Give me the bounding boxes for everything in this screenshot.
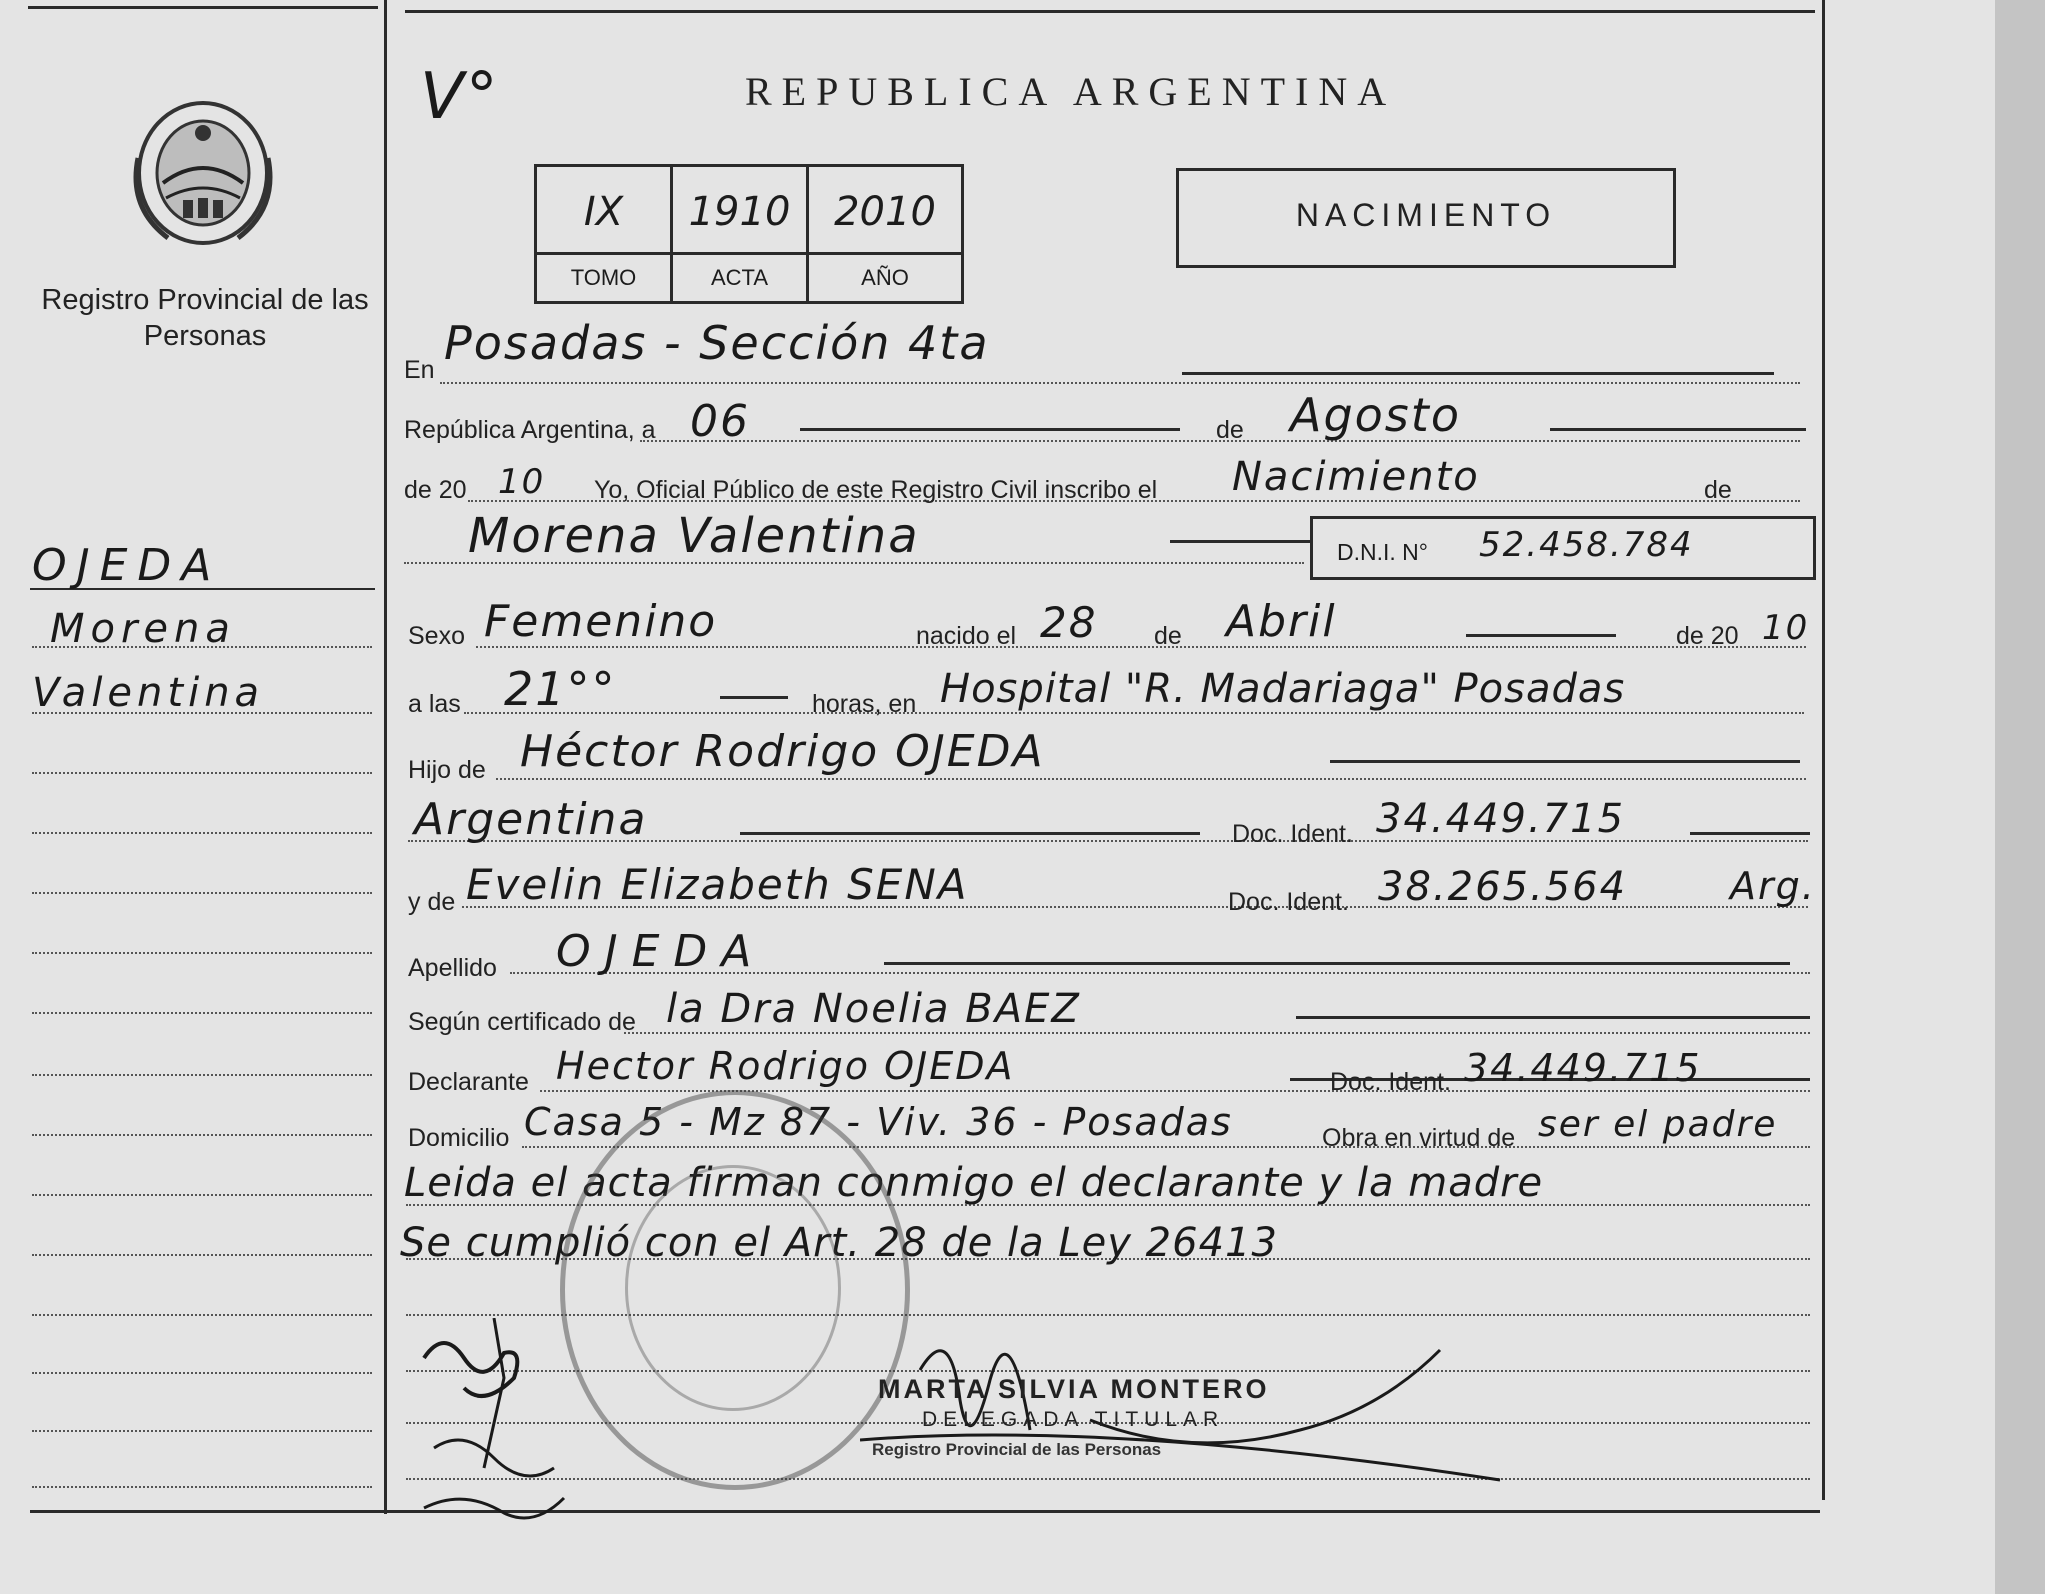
doc-label-2: Doc. Ident.: [1228, 888, 1349, 916]
observation-line-2: Se cumplió con el Art. 28 de la Ley 26413: [400, 1220, 1278, 1266]
declarante-label: Declarante: [408, 1068, 529, 1096]
dni-label: D.N.I. N°: [1337, 539, 1428, 565]
margin-line: [32, 1430, 372, 1432]
right-border: [1822, 0, 1825, 1500]
margin-line: [32, 952, 372, 954]
organization-name: Registro Provincial de las Personas: [41, 284, 369, 352]
de20-label: de 20: [1676, 622, 1739, 650]
margin-line: [32, 772, 372, 774]
margin-line: [32, 1254, 372, 1256]
official-name: MARTA SILVIA MONTERO: [878, 1374, 1270, 1404]
stamp-inner-ring: [625, 1165, 841, 1411]
domicilio-value: Casa 5 - Mz 87 - Viv. 36 - Posadas: [524, 1100, 1233, 1144]
doc-label-3: Doc. Ident.: [1330, 1068, 1451, 1096]
margin-second-name: Valentina: [32, 670, 265, 716]
margin-line: [32, 1314, 372, 1316]
ink-dash: [1690, 832, 1810, 835]
acta-label: ACTA: [710, 265, 769, 290]
country-title: REPUBLICA ARGENTINA: [745, 69, 1397, 114]
obra-label: Obra en virtud de: [1322, 1124, 1516, 1152]
declarante-value: Hector Rodrigo OJEDA: [556, 1044, 1015, 1088]
provincial-seal: [118, 98, 288, 248]
certificado-label: Según certificado de: [408, 1008, 636, 1036]
hour-value: 21°°: [504, 662, 617, 716]
father-nationality: Argentina: [414, 794, 648, 845]
dni-box: [1310, 516, 1816, 580]
form-line: [440, 382, 1800, 384]
horas-label: horas, en: [812, 690, 917, 718]
observation-line-1: Leida el acta firman conmigo el declarante y la madre: [404, 1160, 1544, 1206]
nacido-label: nacido el: [916, 622, 1017, 650]
ink-dash: [800, 428, 1180, 431]
form-line: [496, 778, 1806, 780]
father-doc: 34.449.715: [1376, 796, 1626, 842]
column-divider: [384, 0, 387, 1514]
mother-name: Evelin Elizabeth SENA: [466, 860, 969, 909]
place-value: Hospital "R. Madariaga" Posadas: [940, 666, 1626, 712]
en-value: Posadas - Sección 4ta: [444, 316, 990, 370]
sexo-label: Sexo: [408, 622, 465, 650]
hijo-label: Hijo de: [408, 756, 486, 784]
margin-line: [32, 892, 372, 894]
birth-year: 10: [1762, 608, 1810, 648]
margin-line: [32, 1486, 372, 1488]
anio-label: AÑO: [861, 265, 909, 290]
margin-line: [32, 1134, 372, 1136]
top-left-rule: [28, 6, 378, 9]
anio-cell: [809, 167, 961, 255]
margin-line: [32, 646, 372, 648]
child-name: Morena Valentina: [468, 508, 920, 564]
page-edge: [1995, 0, 2045, 1594]
de-label: de: [1216, 416, 1244, 444]
obra-value: ser el padre: [1538, 1104, 1778, 1145]
ink-dash: [1550, 428, 1806, 431]
anio-value: 2010: [834, 189, 936, 235]
apellido-value: OJEDA: [556, 926, 766, 977]
official-stamp: [560, 1090, 910, 1490]
ink-dash: [1330, 760, 1800, 763]
record-type: NACIMIENTO: [1295, 197, 1557, 233]
birth-month: Abril: [1226, 596, 1337, 647]
official-title: DELEGADA TITULAR: [922, 1408, 1225, 1431]
acta-label-cell: [673, 255, 809, 301]
margin-line: [32, 712, 372, 714]
tomo-value: IX: [583, 189, 624, 235]
bottom-rule: [30, 1510, 1820, 1513]
margin-first-name: Morena: [50, 606, 236, 652]
margin-surname: OJEDA: [32, 540, 222, 591]
margin-line: [32, 1194, 372, 1196]
ink-dash: [720, 696, 788, 699]
inscribo-value: Nacimiento: [1232, 454, 1480, 500]
year-value: 10: [498, 462, 546, 502]
tomo-label-cell: [537, 255, 673, 301]
birth-day: 28: [1040, 598, 1098, 647]
day-value: 06: [690, 396, 750, 447]
apellido-label: Apellido: [408, 954, 497, 982]
year-prefix: de 20: [404, 476, 467, 504]
ink-dash: [1466, 634, 1616, 637]
de-label-3: de: [1154, 622, 1182, 650]
record-id-grid: [534, 164, 964, 304]
ink-dash: [1182, 372, 1774, 375]
form-line: [464, 712, 1804, 714]
top-right-rule: [405, 10, 1815, 13]
margin-line: [32, 1012, 372, 1014]
acta-value: 1910: [688, 189, 791, 235]
mother-nationality: Arg.: [1730, 864, 1816, 908]
visto-mark: V°: [420, 60, 500, 134]
father-name: Héctor Rodrigo OJEDA: [520, 726, 1045, 777]
margin-line: [32, 832, 372, 834]
sexo-value: Femenino: [484, 596, 718, 647]
acta-cell: [673, 167, 809, 255]
certificado-value: la Dra Noelia BAEZ: [666, 986, 1081, 1032]
declarante-doc: 34.449.715: [1464, 1046, 1702, 1090]
ink-dash: [884, 962, 1790, 965]
anio-label-cell: [809, 255, 961, 301]
yde-label: y de: [408, 888, 456, 916]
month-value: Agosto: [1290, 388, 1461, 442]
mother-doc: 38.265.564: [1378, 864, 1628, 910]
declarant-signature: [404, 1318, 584, 1543]
ink-dash: [740, 832, 1200, 835]
inscribo-label: Yo, Oficial Público de este Registro Civil inscribo el: [594, 476, 1158, 504]
record-type-box: [1176, 168, 1676, 268]
republica-label: República Argentina, a: [404, 416, 656, 444]
de-label-2: de: [1704, 476, 1732, 504]
ink-dash: [1296, 1016, 1810, 1019]
margin-line: [32, 1372, 372, 1374]
domicilio-label: Domicilio: [408, 1124, 510, 1152]
form-line: [624, 1032, 1810, 1034]
ink-dash: [1170, 540, 1310, 543]
tomo-label: TOMO: [570, 265, 637, 290]
official-registry: Registro Provincial de las Personas: [872, 1440, 1162, 1459]
alas-label: a las: [408, 690, 461, 718]
tomo-cell: [537, 167, 673, 255]
margin-line: [32, 1074, 372, 1076]
en-label: En: [404, 356, 435, 384]
doc-label: Doc. Ident.: [1232, 820, 1353, 848]
dni-value: 52.458.784: [1479, 525, 1694, 565]
